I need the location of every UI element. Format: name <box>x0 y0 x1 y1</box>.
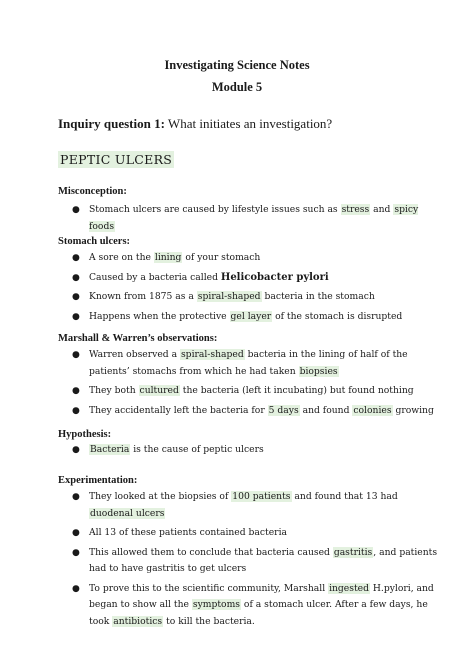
bullet-icon: ● <box>72 205 80 215</box>
highlighted-term: colonies <box>353 404 392 416</box>
highlighted-term: 100 patients <box>232 491 291 502</box>
text-segment: and found <box>299 404 353 416</box>
text-segment: bacteria in the lining of half of the patients’ stomachs from which he had taken <box>89 349 408 377</box>
bullet-icon: ● <box>72 350 80 360</box>
list-item <box>58 309 438 326</box>
stomach-ulcers-heading: Stomach ulcers: <box>58 236 131 247</box>
bullet-icon: ● <box>72 292 80 302</box>
stomach-ulcers-list <box>58 250 438 328</box>
misconception-heading: Misconception: <box>58 186 127 197</box>
highlighted-term: Bacteria <box>90 444 130 455</box>
observations-heading: Marshall & Warren’s observations: <box>58 333 218 344</box>
text-segment: H.pylori, and began to show all the <box>89 582 434 610</box>
text-segment: the bacteria (left it incubating) but found nothing <box>179 385 414 396</box>
inquiry-label: Inquiry question 1: <box>58 116 165 131</box>
highlighted-term: ingested <box>329 582 369 594</box>
text-segment: of a stomach ulcer. After a few days, he took <box>89 599 428 627</box>
section-label-peptic-ulcers: PEPTIC ULCERS <box>60 152 173 167</box>
list-item <box>58 403 438 420</box>
bullet-icon: ● <box>72 583 80 594</box>
text-segment: Stomach ulcers are caused by lifestyle issues such as <box>89 204 341 215</box>
list-item <box>58 489 438 522</box>
text-segment: All 13 of these patients contained bacteria <box>89 527 287 538</box>
text-segment: Known from 1875 as a <box>89 291 197 302</box>
observations-list <box>58 347 438 422</box>
text-segment: , and patients had to have gastritis to get ulcers <box>89 546 438 574</box>
list-item <box>58 250 438 267</box>
bullet-icon: ● <box>72 405 80 416</box>
highlighted-term: cultured <box>139 385 179 396</box>
text-segment: This allowed them to conclude that bacteria caused <box>89 546 333 558</box>
text-segment: Caused by a bacteria called <box>89 271 221 283</box>
document-title: Investigating Science Notes <box>164 58 310 72</box>
text-segment: bacteria in the stomach <box>261 291 375 302</box>
text-segment: They accidentally left the bacteria for <box>89 404 268 416</box>
bullet-icon: ● <box>72 528 80 538</box>
text-segment: growing <box>392 404 434 416</box>
bold-term: Helicobacter pylori <box>220 271 329 283</box>
text-segment: To prove this to the scientific community, Marshall <box>89 582 329 594</box>
bullet-icon: ● <box>72 311 80 322</box>
text-segment: Happens when the protective <box>89 310 230 322</box>
list-item <box>58 347 438 380</box>
highlighted-term: spicy foods <box>89 204 419 232</box>
highlighted-term: gastritis <box>333 546 373 558</box>
highlighted-term: spiral-shaped <box>197 291 261 302</box>
bullet-icon: ● <box>72 386 80 396</box>
list-item <box>58 525 438 542</box>
highlighted-term: gel layer <box>230 310 272 322</box>
highlighted-term: stress <box>341 204 370 215</box>
bullet-icon: ● <box>72 445 80 455</box>
module-subtitle: Module 5 <box>211 80 263 94</box>
text-segment: They both <box>89 385 139 396</box>
text-segment: to kill the bacteria. <box>163 615 255 627</box>
highlighted-term: symptoms <box>192 599 241 610</box>
highlighted-term: biopsies <box>299 365 338 377</box>
experimentation-heading: Experimentation: <box>58 475 138 486</box>
text-segment: is the cause of peptic ulcers <box>130 444 264 455</box>
bullet-icon: ● <box>72 253 80 263</box>
bullet-icon: ● <box>72 272 80 283</box>
list-item <box>58 442 438 459</box>
list-item <box>58 202 438 235</box>
text-segment: of the stomach is disrupted <box>272 310 403 322</box>
highlighted-term: duodenal ulcers <box>90 507 165 519</box>
list-item <box>58 289 438 306</box>
text-segment: and <box>370 204 394 215</box>
highlighted-term: spiral-shaped <box>180 349 244 360</box>
text-segment: Warren observed a <box>89 349 180 360</box>
misconception-list <box>58 202 438 238</box>
experimentation-list <box>58 489 438 633</box>
hypothesis-list <box>58 442 438 462</box>
list-item <box>58 581 438 631</box>
highlighted-term: antibiotics <box>113 615 163 627</box>
list-item <box>58 383 438 400</box>
text-segment: and found that 13 had <box>291 491 398 502</box>
highlighted-term: lining <box>154 252 182 263</box>
hypothesis-heading: Hypothesis: <box>58 429 112 440</box>
inquiry-text: What initiates an investigation? <box>164 116 333 131</box>
inquiry-question <box>58 116 332 132</box>
list-item <box>58 270 438 287</box>
bullet-icon: ● <box>72 547 80 558</box>
text-segment: of your stomach <box>182 252 261 263</box>
highlighted-term: 5 days <box>268 404 299 416</box>
bullet-icon: ● <box>72 492 80 502</box>
list-item <box>58 545 438 578</box>
text-segment: A sore on the <box>89 252 154 263</box>
text-segment: They looked at the biopsies of <box>89 491 232 502</box>
